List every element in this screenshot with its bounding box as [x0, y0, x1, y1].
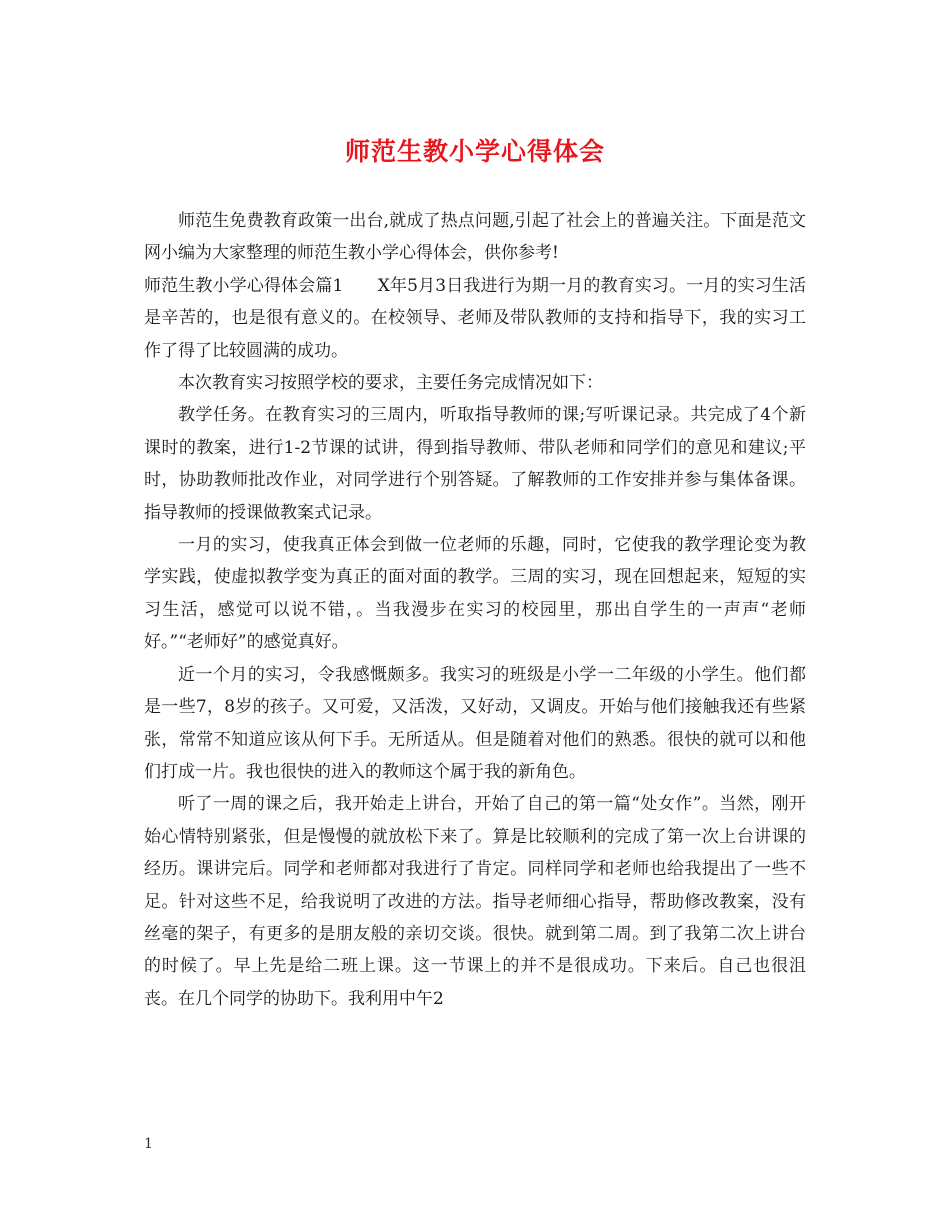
paragraph-article-1-opening: 师范生教小学心得体会篇1 X年5月3日我进行为期一月的教育实习。一月的实习生活是辛苦的，也是很有意义的。在校领导、老师及带队教师的支持和指导下，我的实习工作了得了比较圆满的成功。: [144, 275, 806, 361]
document-body: [144, 205, 806, 1015]
paragraph-class-experience: 近一个月的实习，令我感慨颇多。我实习的班级是小学一二年级的小学生。他们都是一些7，8岁的孩子。又可爱，又活泼，又好动，又调皮。开始与他们接触我还有些紧张，常常不知道应该从何下手。无所适从。但是随着对他们的熟悉。很快的就可以和他们打成一片。我也很快的进入的教师这个属于我的新角色。: [144, 664, 806, 782]
paragraph-intro: 师范生免费教育政策一出台,就成了热点问题,引起了社会上的普遍关注。下面是范文网小编为大家整理的师范生教小学心得体会，供你参考!: [144, 211, 806, 264]
document-title: 师范生教小学心得体会: [344, 137, 605, 166]
paragraph-first-lecture: 听了一周的课之后，我开始走上讲台，开始了自己的第一篇“处女作”。当然，刚开始心情特别紧张，但是慢慢的就放松下来了。算是比较顺利的完成了第一次上台讲课的经历。课讲完后。同学和老师都对我进行了肯定。同样同学和老师也给我提出了一些不足。针对这些不足，给我说明了改进的方法。指导老师细心指导，帮助修改教案，没有丝毫的架子，有更多的是朋友般的亲切交谈。很快。就到第二周。到了我第二次上讲台的时候了。早上先是给二班上课。这一节课上的并不是很成功。下来后。自己也很沮丧。在几个同学的协助下。我利用中午2: [144, 794, 806, 1009]
paragraph-teaching-tasks: 教学任务。在教育实习的三周内，听取指导教师的课;写听课记录。共完成了4个新课时的教案，进行1-2节课的试讲，得到指导教师、带队老师和同学们的意见和建议;平时，协助教师批改作业，对同学进行个别答疑。了解教师的工作安排并参与集体备课。指导教师的授课做教案式记录。: [144, 405, 806, 523]
paragraph-tasks-intro: 本次教育实习按照学校的要求，主要任务完成情况如下：: [178, 373, 603, 394]
page-number: 1: [144, 1136, 153, 1152]
paragraph-reflection: 一月的实习，使我真正体会到做一位老师的乐趣，同时，它使我的教学理论变为教学实践，使虚拟教学变为真正的面对面的教学。三周的实习，现在回想起来，短短的实习生活，感觉可以说不错，。当我漫步在实习的校园里，那出自学生的一声声“老师好。”“老师好”的感觉真好。: [144, 535, 806, 653]
